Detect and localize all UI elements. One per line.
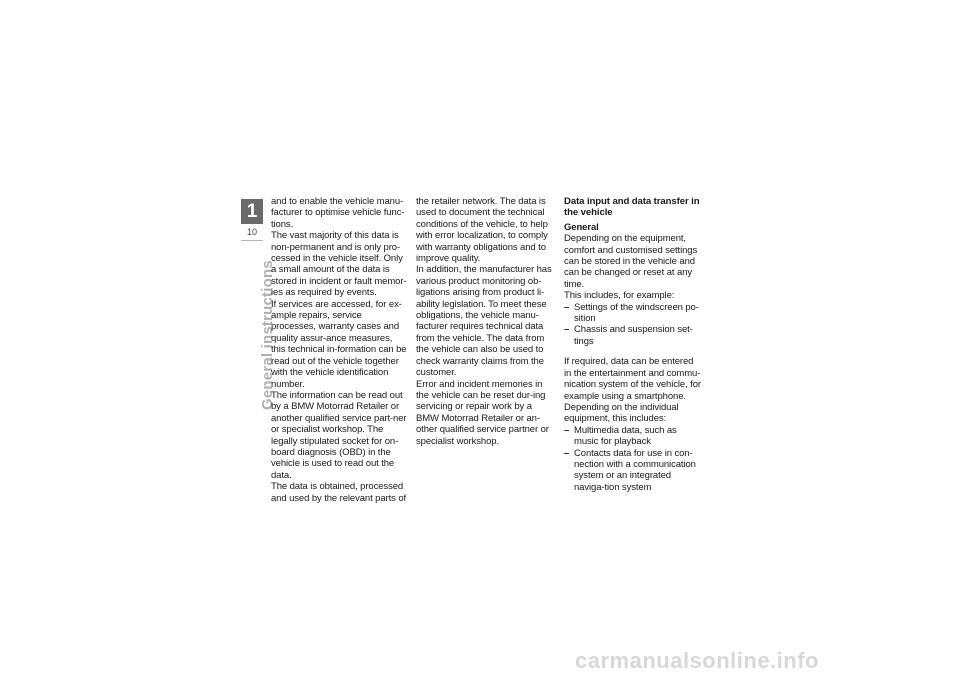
text-column-3 [564, 196, 702, 493]
list-item: – Settings of the windscreen po-sition [564, 302, 702, 325]
bullet-list [564, 302, 702, 348]
paragraph: The vast majority of this data is non-permanent and is only pro-cessed in the vehicle itself. Only a small amount of the data is stored in incident or fault memor-ies as required by events. [271, 230, 407, 299]
text-column-2 [416, 196, 554, 447]
paragraph: the retailer network. The data is used to document the technical conditions of the vehicle, to help with error localization, to comply with warranty obligations and to improve quality. [416, 196, 548, 265]
paragraph: The information can be read out by a BMW Motorrad Retailer or another qualified service part-ner or specialist workshop. The legally stipulated socket for on-board diagnosis (OBD) in the vehicle is used to read out the data. [271, 389, 407, 481]
list-item: – Multimedia data, such as music for playback [564, 425, 702, 448]
paragraph: Depending on the equipment, comfort and customised settings can be stored in the vehicle and can be changed or reset at any time. [564, 233, 698, 290]
list-lead: Depending on the individual equipment, this includes: [564, 401, 679, 425]
chapter-title: General instructions [259, 260, 276, 410]
paragraph: The data is obtained, processed and used by the relevant parts of [271, 481, 407, 504]
bullet-list [564, 425, 702, 493]
paragraph: and to enable the vehicle manu-facturer to optimise vehicle func-tions. [271, 196, 405, 230]
text-column-1 [271, 196, 409, 504]
section-subheading: General [564, 221, 599, 233]
paragraph: In addition, the manufacturer has various product monitoring ob-ligations arising from product li-ability legislation. To meet these obligations, the vehicle manu-facturer requires technical data from the vehicle. The data from the vehicle can also be used to check warranty claims from the customer. [416, 264, 552, 379]
list-item: – Chassis and suspension set-tings [564, 324, 702, 347]
section-heading: Data input and data transfer in the vehicle [564, 196, 700, 219]
paragraph: If required, data can be entered in the entertainment and commu-nication system of the vehicle, for example using a smartphone. [564, 356, 701, 402]
paragraph: If services are accessed, for ex-ample repairs, service processes, warranty cases and quality assur-ance measures, this technical in-formation can be read out of the vehicle together with the vehicle identification number. [271, 298, 407, 390]
chapter-number-tab: 1 [241, 199, 263, 224]
list-item: – Contacts data for use in con-nection with a communication system or an integrated naviga-tion system [564, 448, 702, 494]
watermark: carmanualsonline.info [575, 648, 819, 673]
list-lead: This includes, for example: [564, 290, 675, 302]
page-number: 10 [246, 227, 257, 237]
divider [241, 240, 263, 241]
paragraph: Error and incident memories in the vehicle can be reset dur-ing servicing or repair work by a BMW Motorrad Retailer or an-other qualified service partner or specialist workshop. [416, 378, 549, 447]
